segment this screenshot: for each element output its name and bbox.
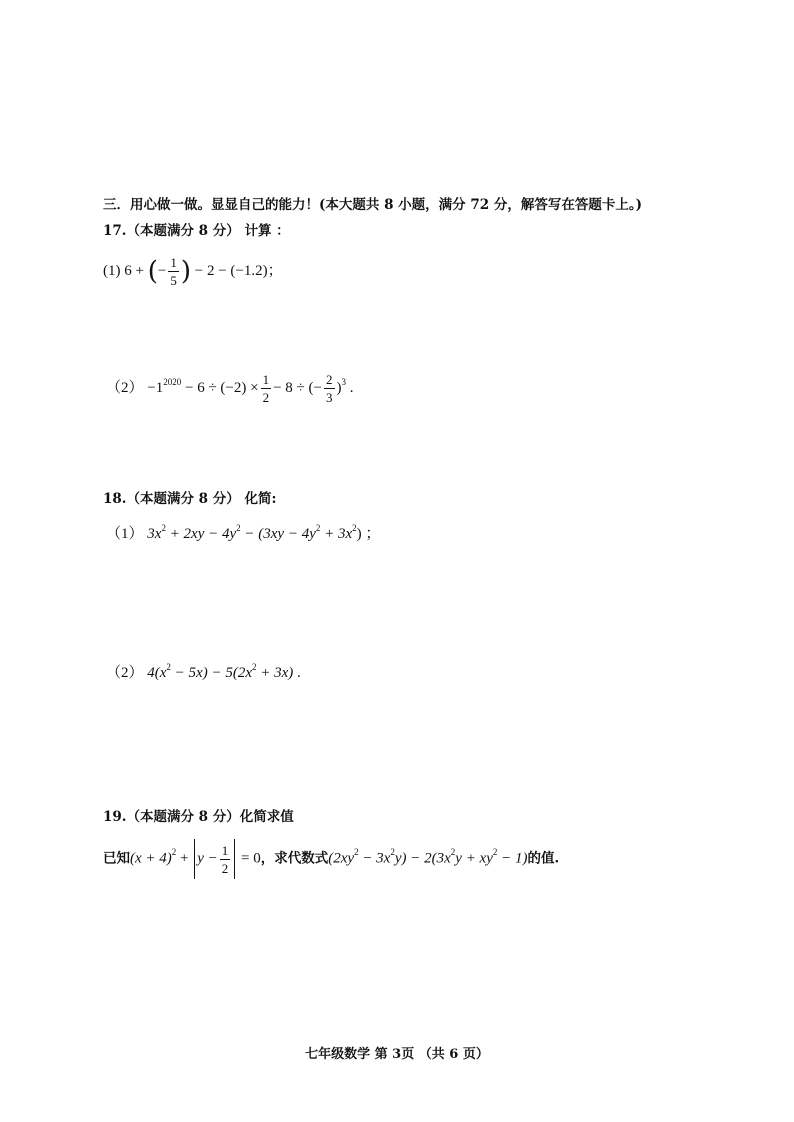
q19-fraction <box>220 844 231 875</box>
q17-p2-frac2 <box>324 373 335 404</box>
q17-p2-exp: 2020 <box>163 376 182 387</box>
abs-bar-right <box>234 839 235 879</box>
q17-p2-close: ) <box>336 379 342 396</box>
q17-p1-minus: − <box>157 262 167 279</box>
q18-p2-c: + 3x) <box>256 665 294 681</box>
q19-t4: (2xy <box>328 850 355 867</box>
q17-p1-a: 6 <box>124 262 132 279</box>
frac-num: 2 <box>326 372 333 387</box>
exp: 2 <box>161 523 166 533</box>
q18-p1-c: − (3xy − 4y <box>240 526 316 542</box>
q17-part2 <box>106 373 354 404</box>
exp: 2 <box>236 523 241 533</box>
q17-p2-exp2: 3 <box>341 376 346 387</box>
exp: 2 <box>315 523 321 533</box>
q18-header: 18.（本题满分 8 分） 化简: <box>103 491 277 507</box>
q17-p1-plus: + <box>135 262 144 279</box>
exp: 2 <box>166 662 171 672</box>
q18-p1-e: ) <box>356 526 362 542</box>
q17-part1 <box>103 256 283 287</box>
page-footer: 七年级数学 第 3页 （共 6 页） <box>305 1047 489 1062</box>
q19-abs-a: y − <box>197 850 218 867</box>
q19-header: 19.（本题满分 8 分）化简求值 <box>103 809 294 825</box>
exp: 2 <box>171 847 177 858</box>
frac-num: 1 <box>221 842 229 858</box>
frac-den: 3 <box>326 390 333 405</box>
right-paren: ) <box>180 256 191 287</box>
frac-den: 5 <box>170 273 177 288</box>
q19-mid: ，求代数式 <box>260 850 329 867</box>
q19-t7: y + xy <box>455 850 493 867</box>
q17-p2-mid: − 6 ÷ (−2) × <box>184 379 259 396</box>
q18-p1-end: ； <box>365 526 381 542</box>
q19-suffix: 的值. <box>527 850 560 867</box>
frac-den: 2 <box>221 860 229 876</box>
q19-statement <box>103 839 559 879</box>
q18-p1-b: + 2xy − 4y <box>165 526 237 542</box>
q17-p1-label: (1) <box>103 262 121 279</box>
q18-p2-b: − 5x) − 5(2x <box>170 665 252 681</box>
q17-p2-frac1 <box>261 373 272 404</box>
q18-p2-end: . <box>297 665 301 681</box>
abs-bar-left <box>194 839 195 879</box>
q17-p2-base: −1 <box>147 379 164 396</box>
exp: 2 <box>492 847 498 858</box>
q19-t5: − 3x <box>358 850 391 867</box>
q18-p1-a: 3x <box>147 526 162 542</box>
q17-p2-end: . <box>349 379 354 396</box>
q17-header: 17.（本题满分 8 分） 计算 ： <box>103 223 290 239</box>
exp: 2 <box>450 847 456 858</box>
q19-t6: y) − 2(3x <box>394 850 451 867</box>
exp: 2 <box>352 523 357 533</box>
q17-p1-fraction <box>168 256 179 287</box>
q17-p1-end: ； <box>267 262 283 279</box>
section-heading: 三．用心做一做。显显自己的能力！(本大题共 8 小题，满分 72 分，解答写在答题卡上。) <box>103 197 643 213</box>
q18-p1-label: （1） <box>106 526 144 542</box>
q19-prefix: 已知 <box>103 850 130 867</box>
frac-den: 2 <box>262 390 270 405</box>
left-paren: ( <box>147 256 158 287</box>
q18-p2-a: 4(x <box>147 665 167 681</box>
q18-part1 <box>106 522 380 543</box>
exp: 2 <box>251 662 257 672</box>
q17-p1-rest: − 2 − (−1.2) <box>194 262 268 279</box>
q18-part2 <box>106 661 301 682</box>
q19-t3: = 0 <box>241 850 261 867</box>
q19-t2: + <box>176 850 189 867</box>
q18-p1-d: + 3x <box>320 526 353 542</box>
q19-t8: − 1) <box>497 850 528 867</box>
q19-t1: (x + 4) <box>130 850 172 867</box>
q17-p2-mid2: − 8 ÷ (− <box>273 379 322 396</box>
q18-p2-label: （2） <box>106 665 144 681</box>
exp: 2 <box>354 847 359 858</box>
frac-num: 1 <box>262 372 270 387</box>
exp: 2 <box>390 847 395 858</box>
q17-p2-label: （2） <box>106 379 144 396</box>
frac-num: 1 <box>170 255 177 270</box>
